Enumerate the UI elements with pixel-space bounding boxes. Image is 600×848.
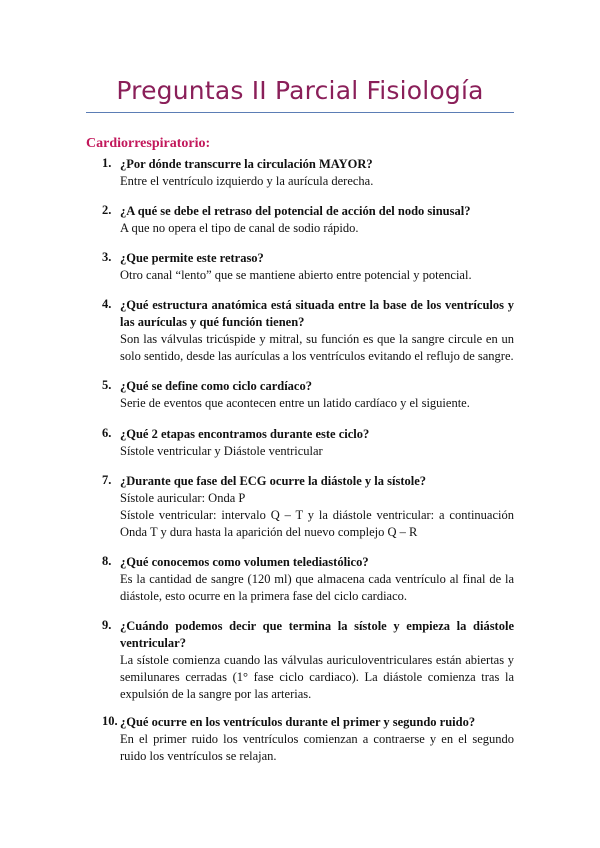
question-text: ¿Qué estructura anatómica está situada entre la base de los ventrículos y las aurículas y qué función tienen? — [120, 298, 514, 329]
answer-text: Sístole auricular: Onda P — [120, 491, 246, 505]
question-text: ¿Qué ocurre en los ventrículos durante el primer y segundo ruido? — [120, 715, 476, 729]
question-item — [86, 378, 514, 412]
answer-text: Otro canal “lento” que se mantiene abierto entre potencial y potencial. — [120, 268, 472, 282]
question-text: ¿Qué 2 etapas encontramos durante este ciclo? — [120, 427, 370, 441]
question-item — [86, 426, 514, 460]
section-heading: Cardiorrespiratorio: — [86, 136, 211, 151]
question-text: ¿Qué se define como ciclo cardíaco? — [120, 379, 312, 393]
question-item — [86, 618, 514, 703]
question-text: ¿Durante que fase del ECG ocurre la diástole y la sístole? — [120, 474, 426, 488]
question-number: 6. — [102, 426, 112, 440]
question-text: ¿A qué se debe el retraso del potencial de acción del nodo sinusal? — [120, 204, 471, 218]
question-text: ¿Qué conocemos como volumen telediastólico? — [120, 555, 369, 569]
question-number: 3. — [102, 250, 112, 264]
question-item — [86, 156, 514, 190]
answer-text: Entre el ventrículo izquierdo y la aurícula derecha. — [120, 174, 374, 188]
question-text: ¿Cuándo podemos decir que termina la sístole y empieza la diástole ventricular? — [120, 619, 514, 650]
answer-text: Sístole ventricular y Diástole ventricular — [120, 444, 323, 458]
question-item — [86, 297, 514, 365]
question-number: 4. — [102, 297, 112, 311]
question-number: 2. — [102, 203, 112, 217]
question-number: 1. — [102, 156, 112, 170]
question-item — [86, 250, 514, 284]
document-title: Preguntas II Parcial Fisiología — [116, 76, 484, 105]
answer-text: La sístole comienza cuando las válvulas auriculoventriculares están abiertas y semilunares cerradas (1° fase ciclo cardiaco). La diástole comienza tras la expulsión de la sangre por las arterias. — [120, 653, 514, 701]
question-item — [86, 203, 514, 237]
question-number: 5. — [102, 378, 112, 392]
question-number: 10. — [102, 714, 118, 728]
question-number: 8. — [102, 554, 112, 568]
answer-text: Es la cantidad de sangre (120 ml) que almacena cada ventrículo al final de la diástole, esto ocurre en la primera fase del ciclo cardiaco. — [120, 572, 514, 603]
answer-text: En el primer ruido los ventrículos comienzan a contraerse y en el segundo ruido los ventrículos se relajan. — [120, 732, 514, 763]
question-number: 7. — [102, 473, 112, 487]
question-text: ¿Por dónde transcurre la circulación MAYOR? — [120, 157, 373, 171]
answer-text: A que no opera el tipo de canal de sodio rápido. — [120, 221, 359, 235]
question-item — [86, 714, 514, 765]
question-item — [86, 554, 514, 605]
question-number: 9. — [102, 618, 112, 632]
question-text: ¿Que permite este retraso? — [120, 251, 264, 265]
answer-text: Sístole ventricular: intervalo Q – T y la diástole ventricular: a continuación Onda T y dura hasta la aparición del nuevo complejo Q – R — [120, 508, 514, 539]
title-underline — [86, 112, 514, 113]
question-item — [86, 473, 514, 541]
answer-text: Son las válvulas tricúspide y mitral, su función es que la sangre circule en un solo sentido, desde las aurículas a los ventrículos evitando el reflujo de sangre. — [120, 332, 514, 363]
answer-text: Serie de eventos que acontecen entre un latido cardíaco y el siguiente. — [120, 396, 470, 410]
